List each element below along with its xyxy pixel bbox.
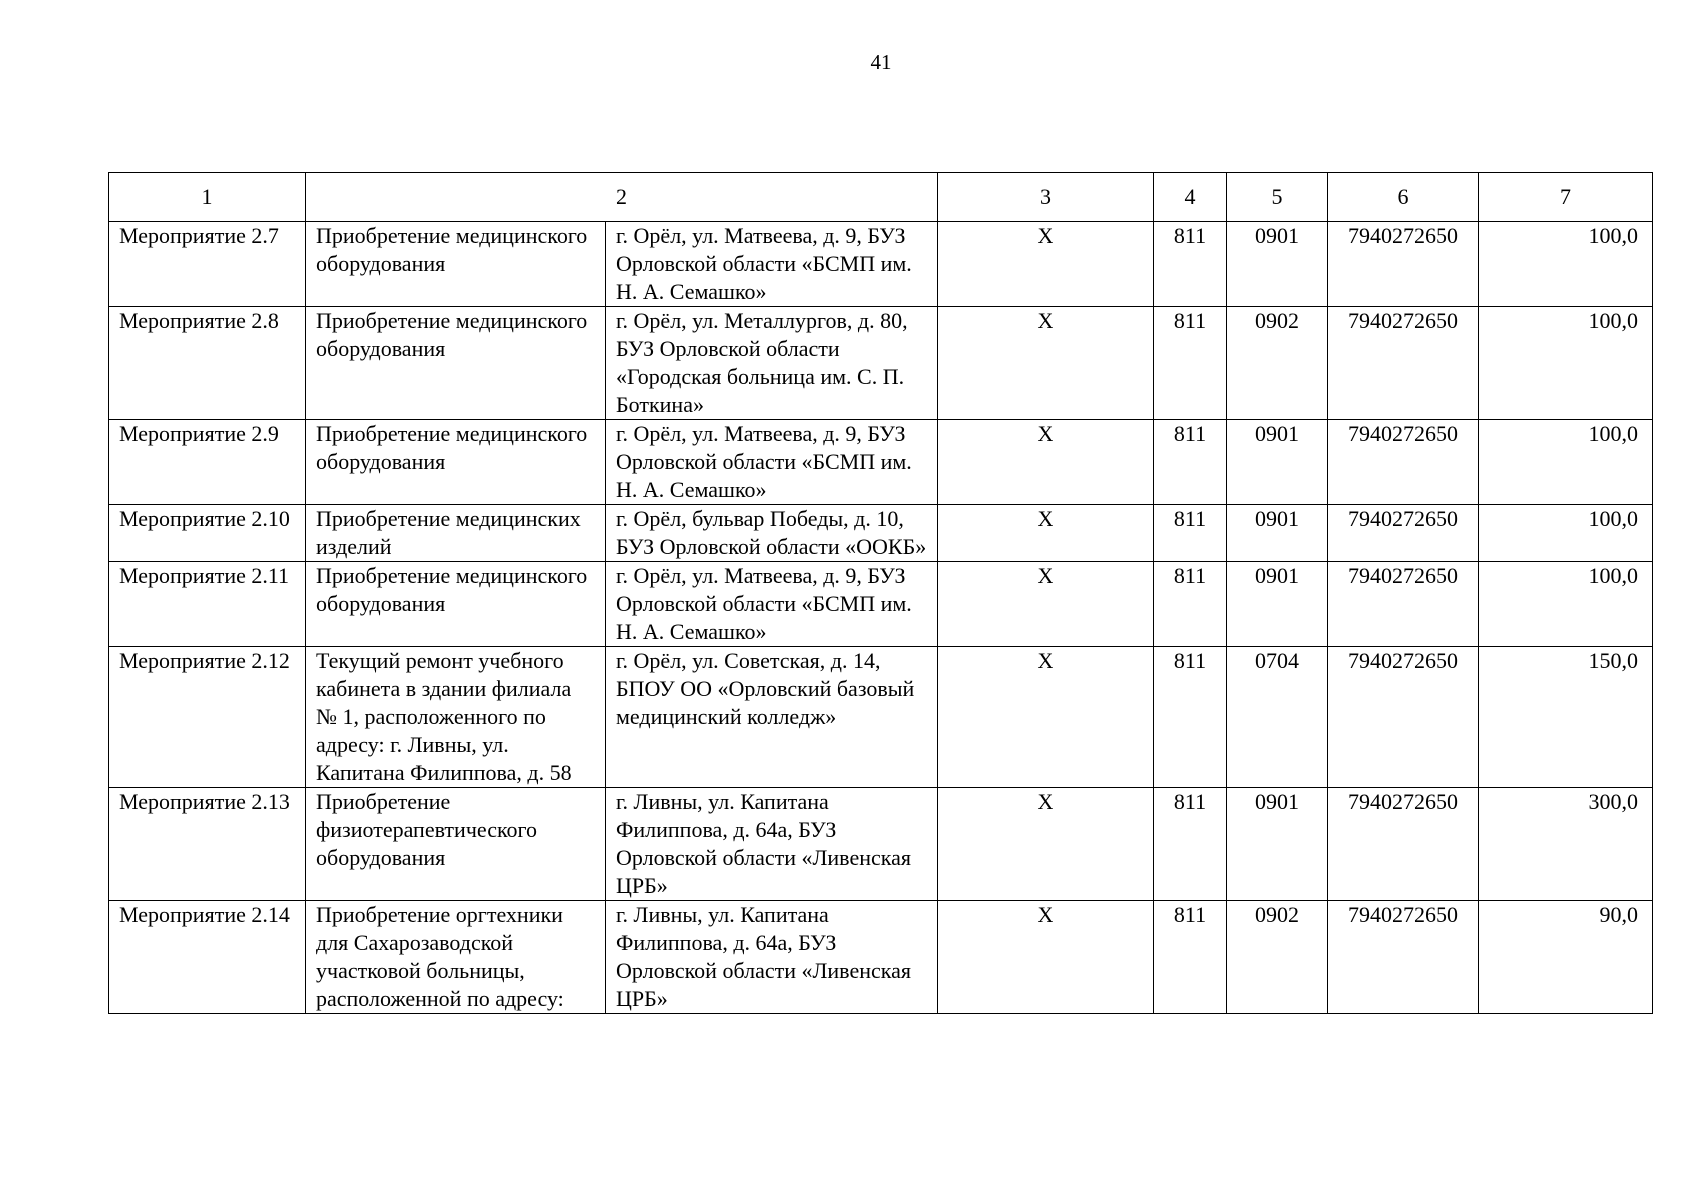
- col6-value: 7940272650: [1328, 420, 1479, 505]
- table-row: [109, 647, 1653, 788]
- measure-id: Мероприятие 2.12: [109, 647, 306, 788]
- amount-value: 100,0: [1479, 307, 1653, 420]
- measure-description: Приобретение медицинского оборудования: [306, 420, 606, 505]
- col5-value: 0901: [1227, 420, 1328, 505]
- col5-value: 0704: [1227, 647, 1328, 788]
- header-cell-5: 5: [1227, 173, 1328, 222]
- col4-value: 811: [1154, 222, 1227, 307]
- measure-id: Мероприятие 2.14: [109, 901, 306, 1014]
- table-row: [109, 505, 1653, 562]
- amount-value: 300,0: [1479, 788, 1653, 901]
- col4-value: 811: [1154, 505, 1227, 562]
- measure-address: г. Орёл, ул. Советская, д. 14, БПОУ ОО «Орловский базовый медицинский колледж»: [606, 647, 938, 788]
- measure-id: Мероприятие 2.10: [109, 505, 306, 562]
- measure-description: Текущий ремонт учебного кабинета в здании филиала № 1, расположенного по адресу: г. Ливны, ул. Капитана Филиппова, д. 58: [306, 647, 606, 788]
- col6-value: 7940272650: [1328, 647, 1479, 788]
- col3-value: Х: [938, 647, 1154, 788]
- measure-description: Приобретение оргтехники для Сахарозаводской участковой больницы, расположенной по адресу:: [306, 901, 606, 1014]
- measure-address: г. Орёл, ул. Матвеева, д. 9, БУЗ Орловской области «БСМП им. Н. А. Семашко»: [606, 222, 938, 307]
- col3-value: Х: [938, 420, 1154, 505]
- amount-value: 100,0: [1479, 222, 1653, 307]
- header-cell-2: 2: [306, 173, 938, 222]
- amount-value: 150,0: [1479, 647, 1653, 788]
- header-cell-6: 6: [1328, 173, 1479, 222]
- col6-value: 7940272650: [1328, 901, 1479, 1014]
- col6-value: 7940272650: [1328, 505, 1479, 562]
- amount-value: 100,0: [1479, 505, 1653, 562]
- amount-value: 100,0: [1479, 562, 1653, 647]
- col4-value: 811: [1154, 647, 1227, 788]
- header-cell-3: 3: [938, 173, 1154, 222]
- measure-description: Приобретение медицинского оборудования: [306, 222, 606, 307]
- amount-value: 100,0: [1479, 420, 1653, 505]
- col6-value: 7940272650: [1328, 222, 1479, 307]
- col3-value: Х: [938, 222, 1154, 307]
- measure-id: Мероприятие 2.8: [109, 307, 306, 420]
- measure-address: г. Орёл, ул. Матвеева, д. 9, БУЗ Орловской области «БСМП им. Н. А. Семашко»: [606, 562, 938, 647]
- measure-id: Мероприятие 2.7: [109, 222, 306, 307]
- measure-address: г. Орёл, ул. Матвеева, д. 9, БУЗ Орловской области «БСМП им. Н. А. Семашко»: [606, 420, 938, 505]
- col4-value: 811: [1154, 901, 1227, 1014]
- measures-table: [108, 172, 1653, 1014]
- measure-address: г. Орёл, ул. Металлургов, д. 80, БУЗ Орловской области «Городская больница им. С. П. Боткина»: [606, 307, 938, 420]
- col5-value: 0901: [1227, 788, 1328, 901]
- header-cell-7: 7: [1479, 173, 1653, 222]
- col4-value: 811: [1154, 562, 1227, 647]
- measure-description: Приобретение медицинского оборудования: [306, 307, 606, 420]
- measure-description: Приобретение медицинского оборудования: [306, 562, 606, 647]
- table-row: [109, 222, 1653, 307]
- col4-value: 811: [1154, 788, 1227, 901]
- col3-value: Х: [938, 307, 1154, 420]
- table-row: [109, 901, 1653, 1014]
- col4-value: 811: [1154, 307, 1227, 420]
- measure-address: г. Орёл, бульвар Победы, д. 10, БУЗ Орловской области «ООКБ»: [606, 505, 938, 562]
- col4-value: 811: [1154, 420, 1227, 505]
- col3-value: Х: [938, 901, 1154, 1014]
- col6-value: 7940272650: [1328, 307, 1479, 420]
- col5-value: 0901: [1227, 505, 1328, 562]
- amount-value: 90,0: [1479, 901, 1653, 1014]
- measure-description: Приобретение медицинских изделий: [306, 505, 606, 562]
- col6-value: 7940272650: [1328, 788, 1479, 901]
- table-row: [109, 420, 1653, 505]
- table-row: [109, 788, 1653, 901]
- measure-description: Приобретение физиотерапевтического оборудования: [306, 788, 606, 901]
- col3-value: Х: [938, 562, 1154, 647]
- measure-id: Мероприятие 2.13: [109, 788, 306, 901]
- measure-id: Мероприятие 2.11: [109, 562, 306, 647]
- header-cell-4: 4: [1154, 173, 1227, 222]
- col5-value: 0901: [1227, 562, 1328, 647]
- col5-value: 0901: [1227, 222, 1328, 307]
- col6-value: 7940272650: [1328, 562, 1479, 647]
- table-row: [109, 562, 1653, 647]
- page-number: 41: [870, 50, 892, 74]
- measure-id: Мероприятие 2.9: [109, 420, 306, 505]
- measure-address: г. Ливны, ул. Капитана Филиппова, д. 64а, БУЗ Орловской области «Ливенская ЦРБ»: [606, 901, 938, 1014]
- col3-value: Х: [938, 505, 1154, 562]
- col5-value: 0902: [1227, 307, 1328, 420]
- measure-address: г. Ливны, ул. Капитана Филиппова, д. 64а, БУЗ Орловской области «Ливенская ЦРБ»: [606, 788, 938, 901]
- header-row: [109, 173, 1653, 222]
- table-row: [109, 307, 1653, 420]
- header-cell-1: 1: [109, 173, 306, 222]
- col5-value: 0902: [1227, 901, 1328, 1014]
- col3-value: Х: [938, 788, 1154, 901]
